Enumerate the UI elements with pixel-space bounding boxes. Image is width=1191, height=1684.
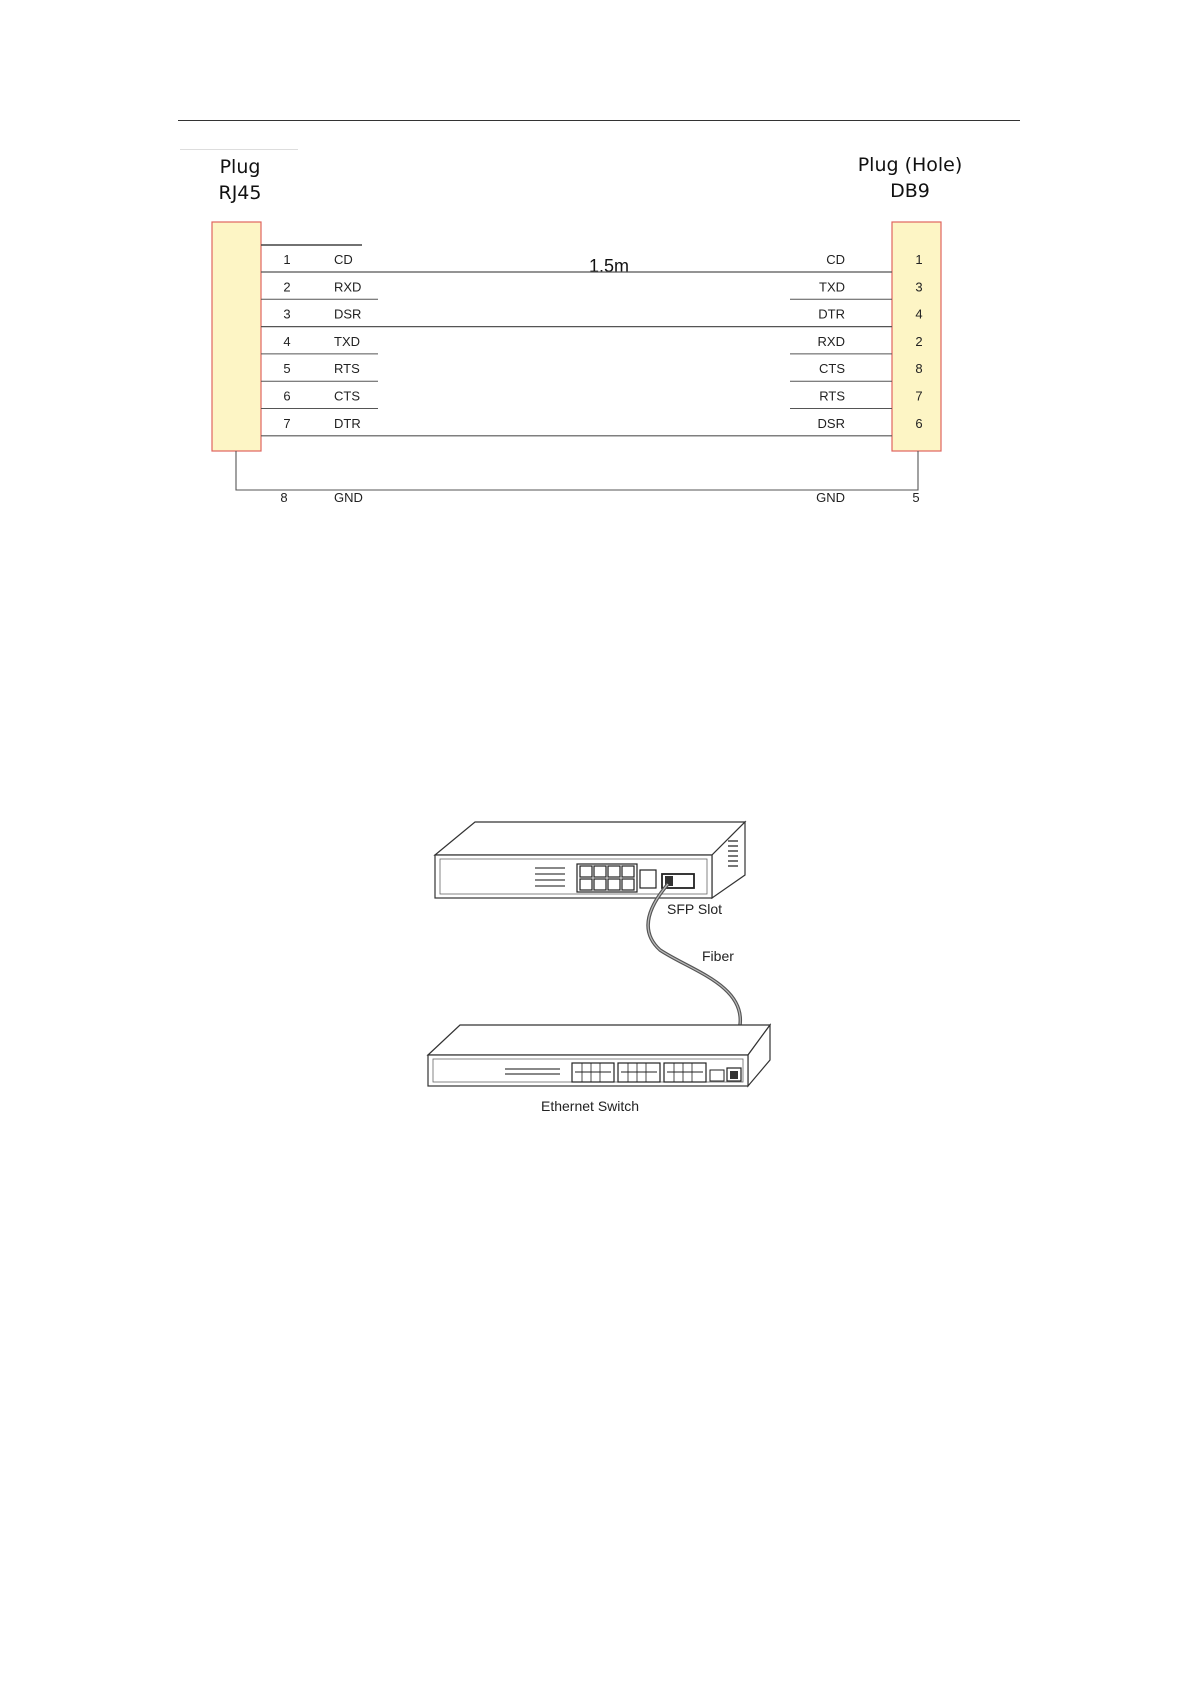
sfp-device-front: [435, 855, 712, 898]
db9-signal-name: CD: [826, 252, 845, 267]
switch-sfp-port-icon: [727, 1068, 741, 1081]
gnd-rj45-signal: GND: [334, 490, 363, 505]
gnd-wire: [236, 451, 918, 490]
rj45-pin-number: 5: [283, 361, 291, 377]
rj45-signal-name: CD: [334, 252, 353, 267]
pinout-diagram: [0, 0, 1191, 540]
gnd-db9-pin: 5: [912, 490, 920, 505]
rj45-pin-number: 7: [283, 415, 291, 431]
switch-front: [428, 1055, 748, 1086]
db9-title-line2: DB9: [890, 180, 930, 202]
rj45-pin-number: 3: [283, 306, 291, 322]
fiber-label: Fiber: [702, 948, 734, 964]
db9-pin-number: 4: [915, 306, 923, 322]
db9-signal-name: DTR: [818, 306, 845, 322]
db9-signal-name: DSR: [817, 415, 845, 431]
ethernet-switch-label: Ethernet Switch: [541, 1098, 640, 1114]
fiber-cable: [648, 884, 740, 1068]
rj45-signal-name: TXD: [334, 333, 360, 349]
cable-length-label: 1.5m: [588, 256, 630, 276]
switch-led-icons: [505, 1068, 560, 1075]
db9-pin-number: 1: [915, 252, 923, 267]
console-port-icon: [640, 870, 656, 888]
rj45-title-line2: RJ45: [218, 182, 262, 204]
rj45-pin-number: 2: [283, 279, 291, 295]
db9-signal-name: RTS: [819, 388, 845, 404]
pin-rows: [261, 252, 923, 436]
rj45-pin-number: 4: [283, 333, 291, 349]
rj45-port-block-icon: [577, 864, 637, 892]
sfp-device-top: [435, 822, 745, 855]
db9-pin-number: 8: [915, 361, 923, 377]
ethernet-switch: [428, 1025, 770, 1086]
db9-title-line1: Plug (Hole): [857, 154, 963, 176]
side-vent-icon: [728, 840, 738, 867]
gnd-db9-signal: GND: [816, 490, 845, 505]
rj45-signal-name: DTR: [334, 415, 361, 431]
db9-pin-number: 2: [915, 333, 923, 349]
rj45-title-line1: Plug: [219, 156, 261, 178]
gnd-rj45-pin: 8: [280, 490, 288, 505]
switch-top: [428, 1025, 770, 1055]
db9-signal-name: TXD: [819, 279, 845, 295]
switch-uplink-port-icon: [710, 1070, 724, 1081]
switch-side: [748, 1025, 770, 1086]
rj45-signal-name: CTS: [334, 388, 360, 404]
rj45-signal-name: RTS: [334, 361, 360, 377]
rj45-pin-number: 1: [283, 252, 291, 267]
db9-pin-number: 6: [915, 415, 923, 431]
rj45-pin-number: 6: [283, 388, 291, 404]
sfp-device: [435, 822, 745, 898]
rj45-connector: [212, 222, 261, 451]
sfp-device-side: [712, 822, 745, 898]
sfp-slot-icon: [662, 874, 694, 888]
switch-port-blocks-icon: [572, 1063, 706, 1082]
rj45-signal-name: RXD: [334, 279, 362, 295]
db9-pin-number: 7: [915, 388, 923, 404]
db9-signal-name: CTS: [819, 361, 845, 377]
status-led-icons: [535, 867, 565, 887]
db9-pin-number: 3: [915, 279, 923, 295]
ground-row: [236, 451, 920, 505]
sfp-slot-label: SFP Slot: [667, 901, 722, 917]
rj45-signal-name: DSR: [334, 306, 362, 322]
db9-signal-name: RXD: [817, 333, 845, 349]
